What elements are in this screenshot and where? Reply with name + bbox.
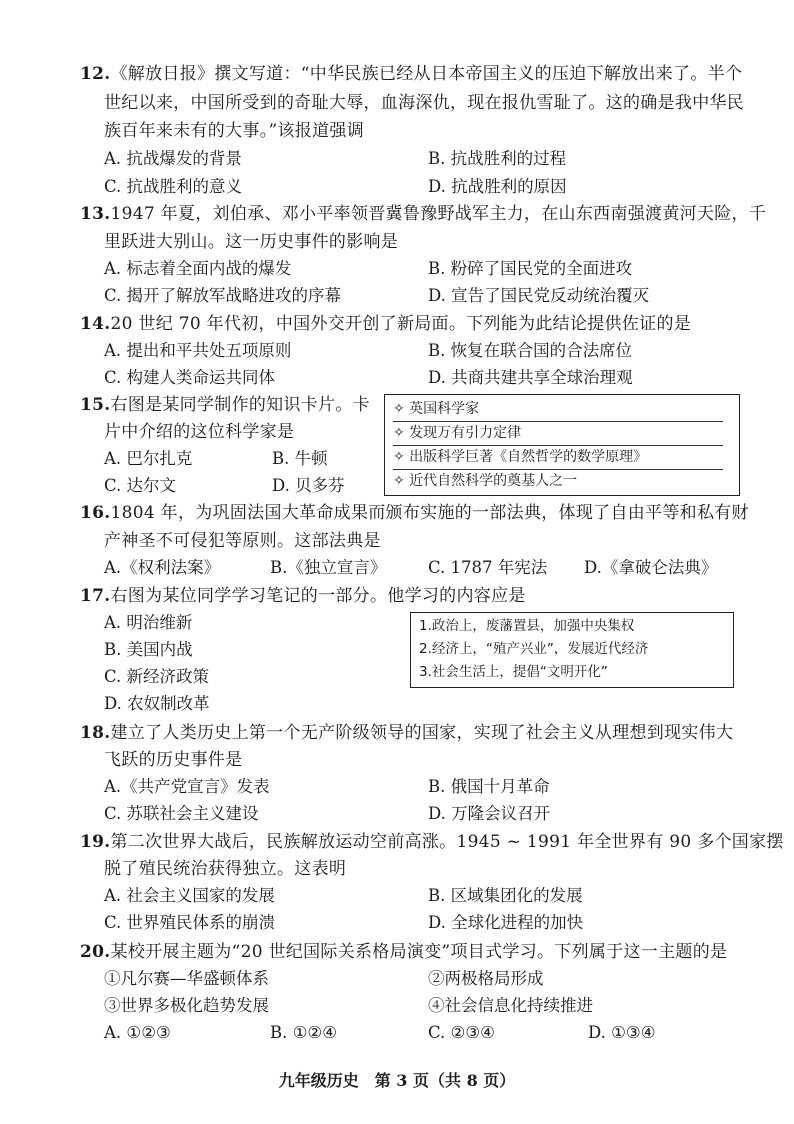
question-number: 12. bbox=[80, 64, 111, 84]
question-number: 16. bbox=[80, 503, 111, 523]
question-text: 族百年来未有的大事。”该报道强调 bbox=[104, 121, 364, 141]
question-text: 产神圣不可侵犯等原则。这部法典是 bbox=[104, 531, 381, 551]
option-a: A. 社会主义国家的发展 bbox=[104, 886, 275, 905]
option-a: A. 巴尔扎克 bbox=[104, 449, 193, 468]
study-notes-box bbox=[410, 612, 734, 688]
option-b: B. 美国内战 bbox=[104, 640, 193, 659]
question-text: 右图是某同学制作的知识卡片。卡 bbox=[110, 395, 370, 415]
knowledge-card bbox=[384, 394, 740, 496]
statement-2: ②两极格局形成 bbox=[428, 969, 544, 988]
option-c: C. 苏联社会主义建设 bbox=[104, 804, 259, 823]
option-b: B. 抗战胜利的过程 bbox=[428, 149, 567, 168]
card-line: ✧ 发现万有引力定律 bbox=[393, 424, 723, 446]
option-b: B. 粉碎了国民党的全面进攻 bbox=[428, 259, 633, 278]
option-b: B. 俄国十月革命 bbox=[428, 777, 550, 796]
card-line: ✧ 英国科学家 bbox=[393, 400, 723, 422]
question-text: 片中介绍的这位科学家是 bbox=[104, 422, 295, 442]
question-text: 飞跃的历史事件是 bbox=[104, 750, 243, 770]
question-number: 17. bbox=[80, 586, 111, 606]
option-d: D. 全球化进程的加快 bbox=[428, 913, 584, 932]
option-d: D. 宣告了国民党反动统治覆灭 bbox=[428, 286, 650, 305]
option-c: C. ②③④ bbox=[428, 1023, 495, 1042]
question-number: 18. bbox=[80, 723, 111, 743]
option-c: C. 构建人类命运共同体 bbox=[104, 368, 276, 387]
option-d: D. 万隆会议召开 bbox=[428, 804, 551, 823]
question-number: 14. bbox=[80, 314, 111, 334]
option-b: B. ①②④ bbox=[270, 1023, 337, 1042]
option-a: A.《权利法案》 bbox=[104, 558, 221, 577]
option-a: A. 提出和平共处五项原则 bbox=[104, 341, 292, 360]
option-d: D. 共商共建共享全球治理观 bbox=[428, 368, 633, 387]
question-text: 20 世纪 70 年代初，中国外交开创了新局面。下列能为此结论提供佐证的是 bbox=[110, 314, 692, 334]
option-b: B. 恢复在联合国的合法席位 bbox=[428, 341, 633, 360]
question-text: 里跃进大别山。这一历史事件的影响是 bbox=[104, 232, 399, 252]
option-d: D. 贝多芬 bbox=[272, 476, 345, 495]
option-c: C. 达尔文 bbox=[104, 476, 177, 495]
card-line: ✧ 近代自然科学的奠基人之一 bbox=[393, 473, 578, 489]
option-a: A. 标志着全面内战的爆发 bbox=[104, 259, 292, 278]
option-d: D.《拿破仑法典》 bbox=[584, 558, 718, 577]
note-line: 2.经济上，“殖产兴业”，发展近代经济 bbox=[419, 641, 649, 657]
option-b: B. 牛顿 bbox=[272, 449, 328, 468]
option-a: A.《共产党宣言》发表 bbox=[104, 777, 270, 796]
question-text: 《解放日报》撰文写道：“中华民族已经从日本帝国主义的压迫下解放出来了。半个 bbox=[110, 64, 743, 84]
option-c: C. 揭开了解放军战略进攻的序幕 bbox=[104, 286, 342, 305]
question-number: 13. bbox=[80, 204, 111, 224]
question-text: 脱了殖民统治获得独立。这表明 bbox=[104, 859, 347, 879]
question-number: 15. bbox=[80, 395, 111, 415]
option-a: A. ①②③ bbox=[104, 1023, 171, 1042]
option-a: A. 明治维新 bbox=[104, 613, 193, 632]
note-line: 1.政治上，废藩置县，加强中央集权 bbox=[419, 618, 635, 634]
question-number: 19. bbox=[80, 832, 111, 852]
question-text: 1804 年，为巩固法国大革命成果而颁布实施的一部法典，体现了自由平等和私有财 bbox=[110, 503, 749, 523]
page-footer: 九年级历史 第 3 页（共 8 页） bbox=[278, 1071, 516, 1090]
option-b: B. 区域集团化的发展 bbox=[428, 886, 583, 905]
option-d: D. ①③④ bbox=[588, 1023, 656, 1042]
option-a: A. 抗战爆发的背景 bbox=[104, 149, 242, 168]
option-c: C. 新经济政策 bbox=[104, 667, 210, 686]
question-text: 第二次世界大战后，民族解放运动空前高涨。1945 ~ 1991 年全世界有 90 多个国家摆 bbox=[110, 832, 784, 852]
statement-3: ③世界多极化趋势发展 bbox=[104, 996, 269, 1015]
question-number: 20. bbox=[80, 942, 111, 962]
statement-4: ④社会信息化持续推进 bbox=[428, 996, 593, 1015]
option-c: C. 1787 年宪法 bbox=[428, 558, 548, 577]
question-text: 建立了人类历史上第一个无产阶级领导的国家，实现了社会主义从理想到现实伟大 bbox=[110, 723, 734, 743]
option-c: C. 抗战胜利的意义 bbox=[104, 177, 243, 196]
question-text: 1947 年夏，刘伯承、邓小平率领晋冀鲁豫野战军主力，在山东西南强渡黄河天险，千 bbox=[110, 204, 767, 224]
card-line: ✧ 出版科学巨著《自然哲学的数学原理》 bbox=[393, 448, 723, 470]
option-d: D. 农奴制改革 bbox=[104, 694, 210, 713]
note-line: 3.社会生活上，提倡“文明开化” bbox=[419, 664, 608, 680]
option-c: C. 世界殖民体系的崩溃 bbox=[104, 913, 276, 932]
question-text: 某校开展主题为“20 世纪国际关系格局演变”项目式学习。下列属于这一主题的是 bbox=[110, 942, 728, 962]
option-b: B.《独立宣言》 bbox=[270, 558, 387, 577]
option-d: D. 抗战胜利的原因 bbox=[428, 177, 567, 196]
statement-1: ①凡尔赛—华盛顿体系 bbox=[104, 969, 269, 988]
question-text: 世纪以来，中国所受到的奇耻大辱，血海深仇，现在报仇雪耻了。这的确是我中华民 bbox=[104, 93, 745, 113]
question-text: 右图为某位同学学习笔记的一部分。他学习的内容应是 bbox=[110, 586, 526, 606]
